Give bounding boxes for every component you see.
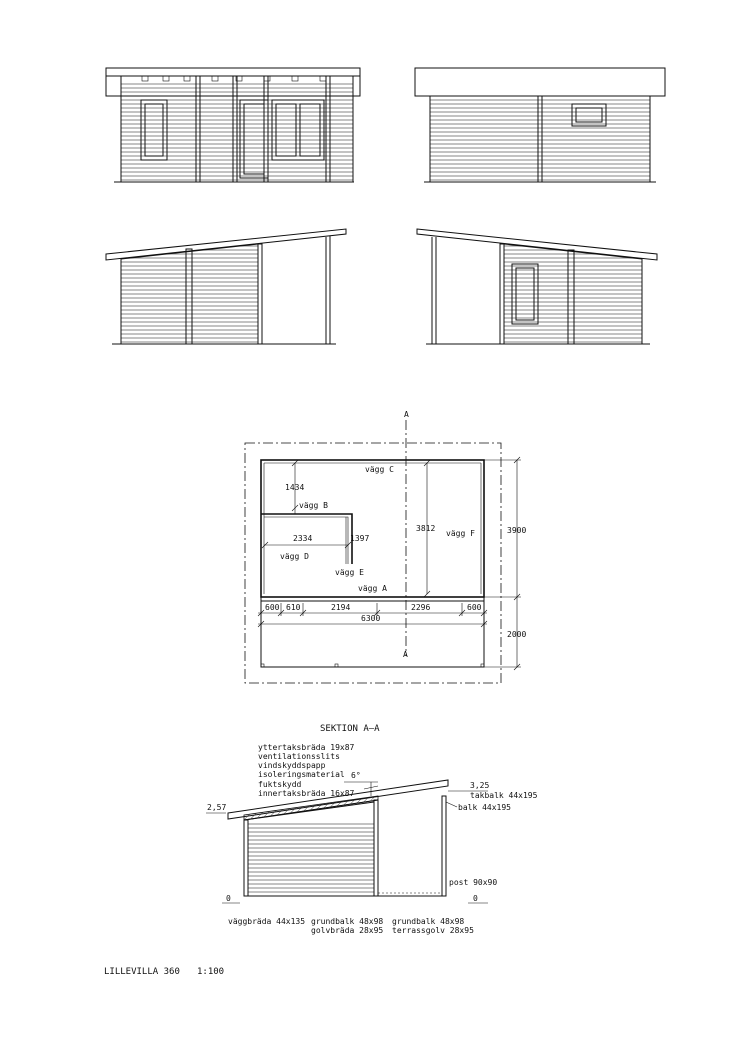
back-elevation-siding xyxy=(430,100,650,180)
section-wall-left xyxy=(244,820,248,896)
roof-outline xyxy=(245,443,501,683)
level-right: 3,25 xyxy=(470,781,490,790)
layer-3: vindskyddspapp xyxy=(258,761,326,770)
side-elevation-right xyxy=(417,229,657,344)
section-post xyxy=(442,796,446,896)
takbalk-label: takbalk 44x195 xyxy=(470,791,538,800)
layer-5: fuktskydd xyxy=(258,780,302,789)
section-marker-bottom: A xyxy=(403,650,408,659)
back-elevation xyxy=(415,68,665,182)
ground-level-right: 0 xyxy=(473,894,478,903)
section-siding xyxy=(248,824,374,892)
section-title: SEKTION A–A xyxy=(320,724,380,734)
dim-1434: 1434 xyxy=(285,483,305,492)
label-vagg-b: vägg B xyxy=(299,501,328,510)
dim-2194: 2194 xyxy=(331,603,351,612)
note-terrassgolv: terrassgolv 28x95 xyxy=(392,926,474,935)
dim-610: 610 xyxy=(286,603,301,612)
dim-2334: 2334 xyxy=(293,534,313,543)
model-name: LILLEVILLA 360 xyxy=(104,967,180,977)
layer-1: yttertaksbräda 19x87 xyxy=(258,743,355,752)
level-left: 2,57 xyxy=(207,803,227,812)
section-a-a xyxy=(206,724,538,935)
dim-6300: 6300 xyxy=(361,614,381,623)
roof-angle: 6° xyxy=(351,771,361,780)
side-elevation-left xyxy=(106,229,346,344)
layer-2: ventilationsslits xyxy=(258,752,340,761)
dim-600-left: 600 xyxy=(265,603,280,612)
side-right-siding xyxy=(504,246,642,342)
dim-600-right: 600 xyxy=(467,603,482,612)
drawing-scale: 1:100 xyxy=(197,967,225,977)
front-elevation xyxy=(106,68,360,182)
layer-4: isoleringsmaterial xyxy=(258,770,345,779)
note-vaggbrada: väggbräda 44x135 xyxy=(228,917,306,926)
label-vagg-e: vägg E xyxy=(335,568,364,577)
layer-6: innertaksbräda 16x87 xyxy=(258,789,355,798)
note-golvbrada: golvbräda 28x95 xyxy=(311,926,384,935)
drawing-caption xyxy=(104,967,224,977)
label-vagg-a: vägg A xyxy=(358,584,387,593)
dim-3900: 3900 xyxy=(507,526,527,535)
section-wall-right xyxy=(374,800,378,896)
note-grundbalk-right: grundbalk 48x98 xyxy=(392,917,465,926)
label-vagg-f: vägg F xyxy=(446,529,475,538)
dim-3812: 3812 xyxy=(416,524,436,533)
floor-plan xyxy=(245,410,526,683)
ground-level-left: 0 xyxy=(226,894,231,903)
section-marker-top: A xyxy=(404,410,409,419)
balk-label: balk 44x195 xyxy=(458,803,511,812)
dim-1397: 1397 xyxy=(350,534,370,543)
post-label: post 90x90 xyxy=(449,878,498,887)
label-vagg-d: vägg D xyxy=(280,552,309,561)
note-grundbalk-left: grundbalk 48x98 xyxy=(311,917,384,926)
dim-2296: 2296 xyxy=(411,603,431,612)
label-vagg-c: vägg C xyxy=(365,465,394,474)
side-left-siding xyxy=(121,246,258,342)
dim-2000: 2000 xyxy=(507,630,527,639)
